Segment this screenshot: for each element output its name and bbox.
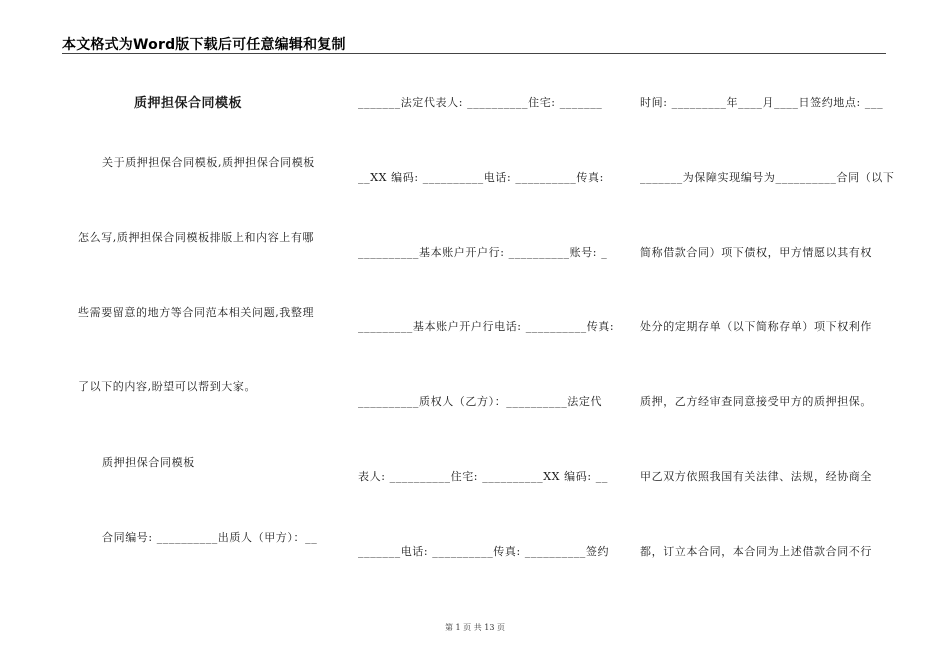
text-line: 质押，乙方经审查同意接受甲方的质押担保。 [640, 395, 872, 408]
text-line: _______为保障实现编号为__________合同（以下 [640, 171, 895, 184]
text-line: 关于质押担保合同模板,质押担保合同模板 [102, 156, 315, 169]
text-line: 都，订立本合同，本合同为上述借款合同不行 [640, 545, 872, 558]
text-line: 处分的定期存单（以下简称存单）项下权利作 [640, 320, 872, 333]
page-number: 第 1 页 共 13 页 [445, 623, 505, 632]
header-divider [62, 53, 886, 54]
text-line: __________基本账户开户行: __________账号: _ [358, 246, 608, 259]
text-line: 简称借款合同）项下债权，甲方情愿以其有权 [640, 246, 872, 259]
text-line: 了以下的内容,盼望可以帮到大家。 [78, 380, 257, 393]
section-heading: 质押担保合同模板 [102, 456, 195, 469]
text-line: __________质权人（乙方）：__________法定代 [358, 395, 603, 408]
text-line: _________基本账户开户行电话: __________传真: [358, 320, 615, 333]
text-line: 时间: _________年____月____日签约地点: ___ [640, 96, 884, 109]
document-title: 质押担保合同模板 [134, 96, 243, 111]
text-line: 表人: __________住宅: __________XX 编码: __ [358, 470, 608, 483]
download-banner: 本文格式为Word版下载后可任意编辑和复制 [62, 37, 346, 53]
text-line: 甲乙双方依照我国有关法律、法规，经协商全 [640, 470, 872, 483]
text-line: _______法定代表人: __________住宅: _______ [358, 96, 603, 109]
text-line: 合同编号: __________出质人（甲方）：__ [102, 531, 318, 544]
text-line: _______电话: __________传真: __________签约 [358, 545, 610, 558]
text-line: 些需要留意的地方等合同范本相关问题,我整理 [78, 306, 315, 319]
text-line: __XX 编码: __________电话: __________传真: [358, 171, 604, 184]
text-line: 怎么写,质押担保合同模板排版上和内容上有哪 [78, 231, 315, 244]
